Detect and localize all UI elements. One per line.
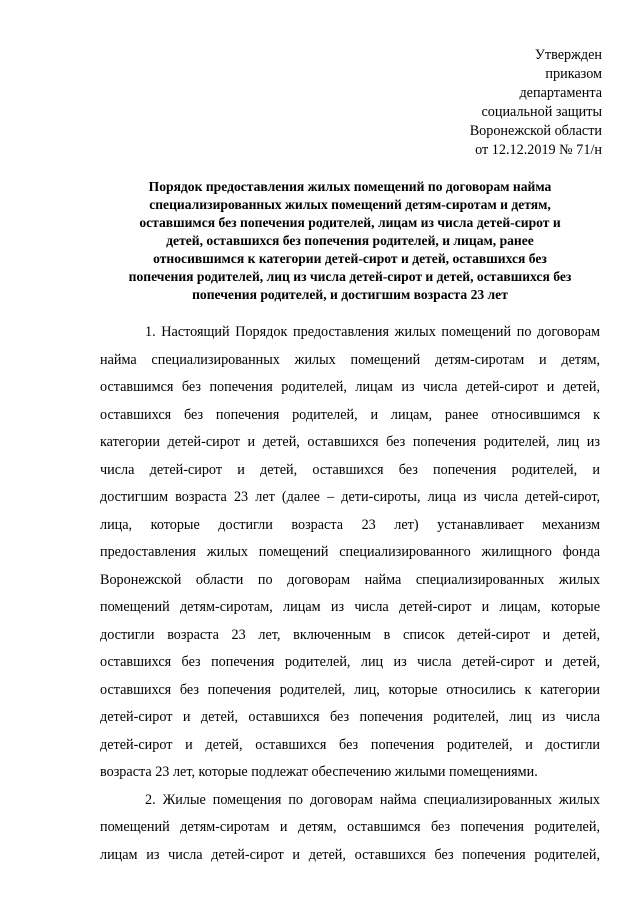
approval-line: приказом (545, 66, 602, 82)
paragraph-1-line: оставшихся без попечения родителей, лиц, которые относились к категории (100, 681, 600, 698)
approval-line: Утвержден (534, 47, 602, 63)
paragraph-1-line: оставшимся без попечения родителей, лицам из числа детей-сирот и детей, (100, 379, 600, 395)
approval-line: социальной защиты (481, 104, 602, 120)
paragraph-1-line: достигли возраста 23 лет, включенным в список детей-сирот и детей, (100, 626, 600, 643)
title-line: попечения родителей, и достигшим возраста 23 лет (192, 287, 508, 302)
paragraph-1-line: лица, которые достигли возраста 23 лет) устанавливает механизм (100, 516, 600, 533)
paragraph-2-line: помещений детям-сиротам и детям, оставшимся без попечения родителей, (100, 819, 600, 835)
title-line: попечения родителей, лиц из числа детей-сирот и детей, оставшихся без (128, 269, 572, 284)
paragraph-1-line: оставшихся без попечения родителей, лиц из числа детей-сирот и детей, (100, 654, 600, 670)
title-line: относившимся к категории детей-сирот и детей, оставшихся без (153, 251, 547, 266)
document-title (100, 178, 600, 304)
paragraph-1-line: помещений детям-сиротам, лицам из числа детей-сирот и лицам, которые (100, 599, 600, 615)
document-body (100, 319, 600, 869)
approval-line: департамента (519, 85, 602, 101)
paragraph-1-line: числа детей-сирот и детей, оставшихся без попечения родителей, и (100, 461, 600, 478)
title-line: Порядок предоставления жилых помещений по договорам найма (148, 179, 552, 194)
paragraph-1-line: предоставления жилых помещений специализированного жилищного фонда (100, 544, 600, 560)
approval-line: Воронежской области (469, 123, 602, 139)
approval-date-line: от 12.12.2019 № 71/н (475, 142, 602, 158)
paragraph-1-line: достигшим возраста 23 лет (далее – дети-сироты, лица из числа детей-сирот, (100, 489, 600, 505)
paragraph-2-line: 2. Жилые помещения по договорам найма специализированных жилых (145, 791, 600, 808)
paragraph-1-line: найма специализированных жилых помещений детям-сиротам и детям, (100, 351, 600, 368)
title-line: оставшимся без попечения родителей, лицам из числа детей-сирот и (139, 215, 561, 230)
paragraph-1-line: 1. Настоящий Порядок предоставления жилых помещений по договорам (145, 324, 600, 340)
paragraph-1-line: Воронежской области по договорам найма специализированных жилых (100, 571, 600, 588)
paragraph-1-line: детей-сирот и детей, оставшихся без попечения родителей, лиц из числа (100, 709, 600, 725)
paragraph-1-line: категории детей-сирот и детей, оставшихся без попечения родителей, лиц из (100, 434, 600, 450)
paragraph-1-last-line: возраста 23 лет, которые подлежат обеспечению жилыми помещениями. (100, 764, 538, 780)
title-line: детей, оставшихся без попечения родителей, и лицам, ранее (166, 233, 534, 248)
title-line: специализированных жилых помещений детям-сиротам и детям, (149, 197, 551, 212)
paragraph-2-line: лицам из числа детей-сирот и детей, оставшихся без попечения родителей, (100, 846, 600, 863)
paragraph-1-line: детей-сирот и детей, оставшихся без попечения родителей, и достигли (100, 736, 600, 753)
approval-stamp (382, 46, 602, 160)
paragraph-1-line: оставшихся без попечения родителей, и лицам, ранее относившимся к (100, 406, 600, 423)
